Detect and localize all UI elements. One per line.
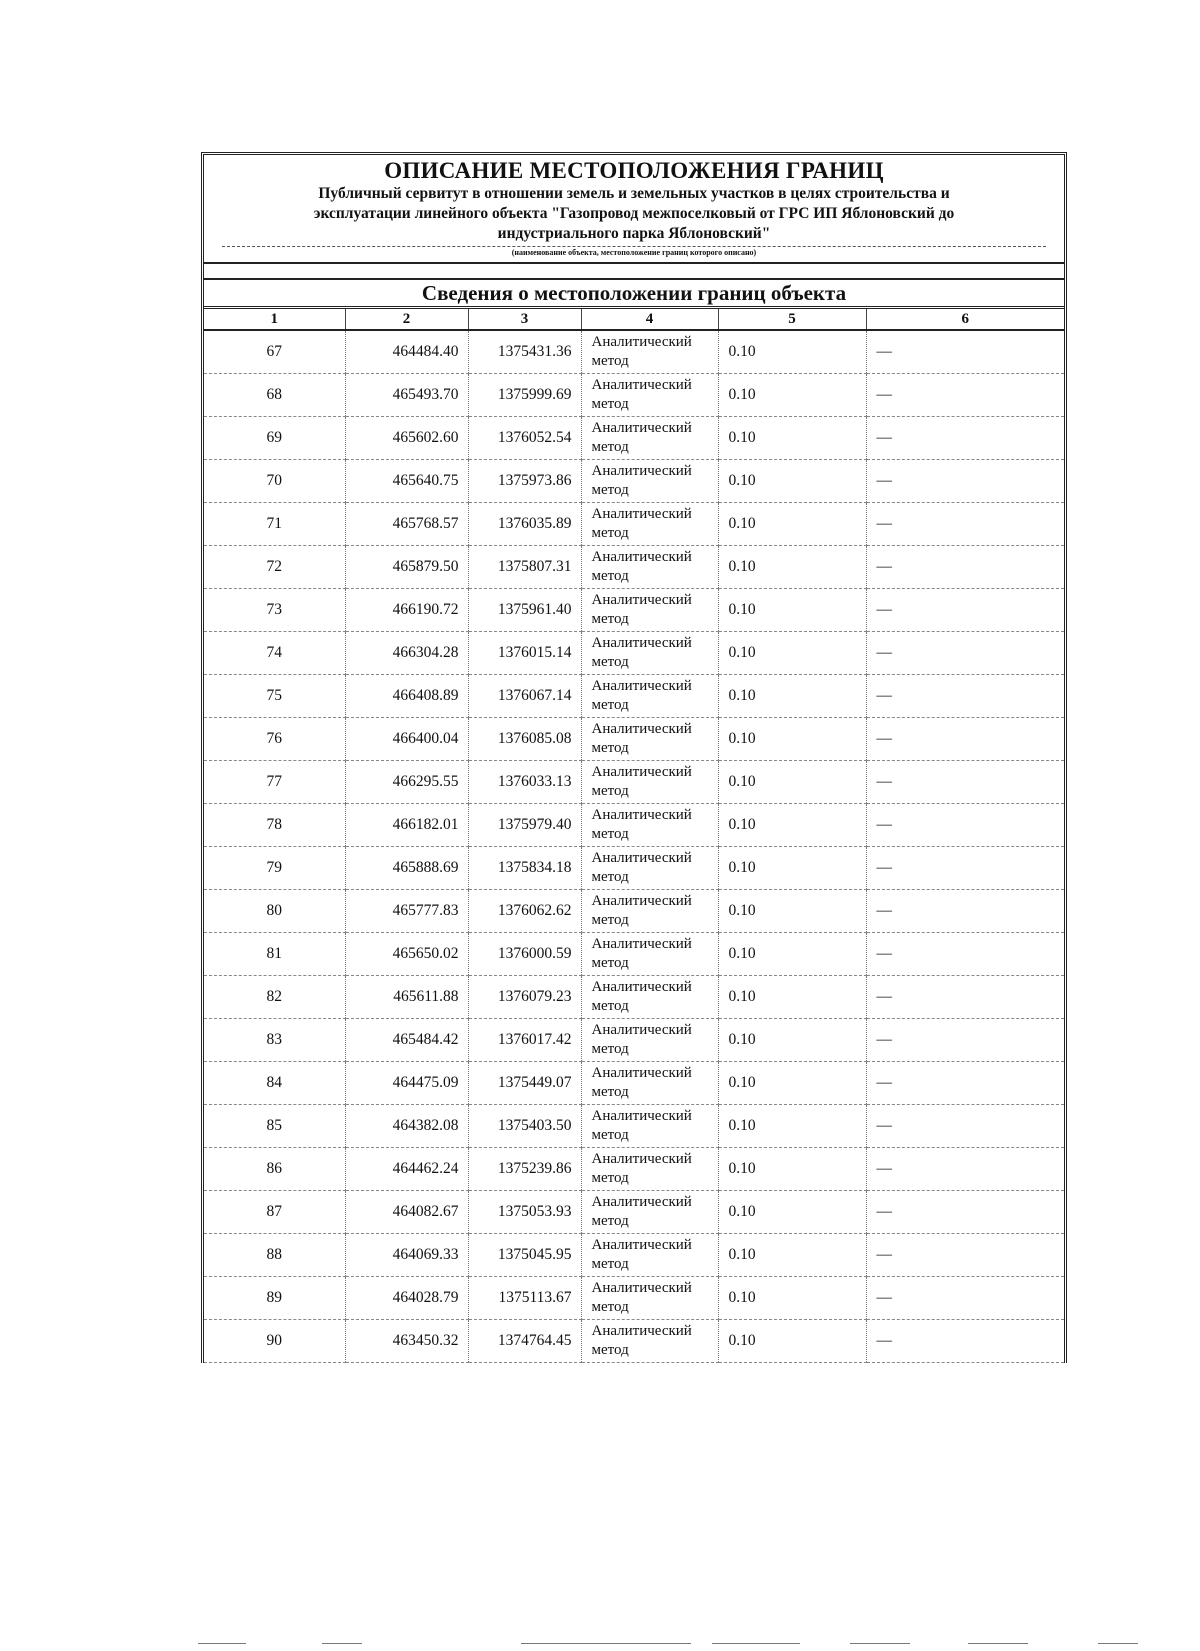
coordinate-y: 1375053.93 — [468, 1191, 581, 1234]
coordinate-x: 464069.33 — [345, 1234, 468, 1277]
coordinate-y: 1375431.36 — [468, 330, 581, 374]
subtitle-line: индустриального парка Яблоновский" — [497, 225, 771, 242]
coordinate-x: 466400.04 — [345, 718, 468, 761]
method-line: метод — [591, 396, 629, 412]
point-number: 79 — [204, 847, 345, 890]
method-cell — [581, 890, 718, 933]
method-cell — [581, 330, 718, 374]
scan-artifact — [322, 1643, 362, 1644]
coordinate-y: 1376079.23 — [468, 976, 581, 1019]
description-value: — — [866, 804, 1064, 847]
coordinate-y: 1375973.86 — [468, 460, 581, 503]
coordinate-y: 1376052.54 — [468, 417, 581, 460]
table-row — [204, 804, 1064, 847]
coordinate-y: 1375449.07 — [468, 1062, 581, 1105]
method-line: Аналитический — [591, 1194, 692, 1210]
coordinate-y: 1375961.40 — [468, 589, 581, 632]
table-row — [204, 589, 1064, 632]
table-row — [204, 933, 1064, 976]
accuracy-value: 0.10 — [718, 847, 866, 890]
method-line: Аналитический — [591, 635, 692, 651]
accuracy-value: 0.10 — [718, 976, 866, 1019]
method-line: метод — [591, 1213, 629, 1229]
point-number: 68 — [204, 374, 345, 417]
coordinate-x: 464028.79 — [345, 1277, 468, 1320]
point-number: 73 — [204, 589, 345, 632]
coordinate-x: 466295.55 — [345, 761, 468, 804]
scan-artifact — [968, 1643, 1028, 1644]
method-cell — [581, 1019, 718, 1062]
table-row — [204, 1234, 1064, 1277]
coordinate-y: 1375834.18 — [468, 847, 581, 890]
accuracy-value: 0.10 — [718, 546, 866, 589]
point-number: 69 — [204, 417, 345, 460]
method-line: метод — [591, 353, 629, 369]
method-line: метод — [591, 1342, 629, 1358]
scan-artifact — [198, 1643, 246, 1644]
column-header: 6 — [866, 309, 1064, 330]
description-value: — — [866, 460, 1064, 503]
description-value: — — [866, 1105, 1064, 1148]
method-line: метод — [591, 826, 629, 842]
point-number: 74 — [204, 632, 345, 675]
description-value: — — [866, 417, 1064, 460]
description-value: — — [866, 1191, 1064, 1234]
table-row — [204, 718, 1064, 761]
method-line: метод — [591, 998, 629, 1014]
coordinate-x: 465640.75 — [345, 460, 468, 503]
method-cell — [581, 847, 718, 890]
method-line: Аналитический — [591, 678, 692, 694]
method-line: Аналитический — [591, 807, 692, 823]
description-value: — — [866, 761, 1064, 804]
document-subtitle — [204, 184, 1064, 244]
method-line: Аналитический — [591, 506, 692, 522]
method-line: метод — [591, 568, 629, 584]
point-number: 72 — [204, 546, 345, 589]
table-header-row — [204, 309, 1064, 330]
description-value: — — [866, 1320, 1064, 1363]
method-cell — [581, 460, 718, 503]
accuracy-value: 0.10 — [718, 589, 866, 632]
description-value: — — [866, 374, 1064, 417]
coordinate-x: 464475.09 — [345, 1062, 468, 1105]
point-number: 77 — [204, 761, 345, 804]
table-row — [204, 374, 1064, 417]
accuracy-value: 0.10 — [718, 1320, 866, 1363]
coordinate-y: 1376085.08 — [468, 718, 581, 761]
method-line: Аналитический — [591, 1022, 692, 1038]
method-cell — [581, 1191, 718, 1234]
accuracy-value: 0.10 — [718, 1019, 866, 1062]
accuracy-value: 0.10 — [718, 675, 866, 718]
method-line: метод — [591, 611, 629, 627]
method-line: метод — [591, 697, 629, 713]
accuracy-value: 0.10 — [718, 374, 866, 417]
method-line: метод — [591, 1084, 629, 1100]
description-value: — — [866, 1062, 1064, 1105]
coordinate-y: 1375807.31 — [468, 546, 581, 589]
description-value: — — [866, 503, 1064, 546]
coordinate-x: 465602.60 — [345, 417, 468, 460]
method-cell — [581, 1277, 718, 1320]
point-number: 82 — [204, 976, 345, 1019]
scan-artifact — [1098, 1643, 1138, 1644]
description-value: — — [866, 718, 1064, 761]
coordinate-x: 463450.32 — [345, 1320, 468, 1363]
table-row — [204, 330, 1064, 374]
method-line: Аналитический — [591, 893, 692, 909]
coordinate-y: 1375999.69 — [468, 374, 581, 417]
column-header: 4 — [581, 309, 718, 330]
table-row — [204, 632, 1064, 675]
description-value: — — [866, 546, 1064, 589]
method-line: Аналитический — [591, 1065, 692, 1081]
table-row — [204, 761, 1064, 804]
coordinate-x: 465879.50 — [345, 546, 468, 589]
method-line: метод — [591, 1256, 629, 1272]
method-cell — [581, 546, 718, 589]
description-value: — — [866, 1019, 1064, 1062]
coordinate-y: 1376017.42 — [468, 1019, 581, 1062]
method-cell — [581, 417, 718, 460]
table-body — [204, 330, 1064, 1363]
method-cell — [581, 804, 718, 847]
point-number: 89 — [204, 1277, 345, 1320]
document-title: ОПИСАНИЕ МЕСТОПОЛОЖЕНИЯ ГРАНИЦ — [384, 158, 884, 183]
point-number: 80 — [204, 890, 345, 933]
column-header: 1 — [204, 309, 345, 330]
accuracy-value: 0.10 — [718, 460, 866, 503]
accuracy-value: 0.10 — [718, 417, 866, 460]
method-cell — [581, 1062, 718, 1105]
description-value: — — [866, 632, 1064, 675]
accuracy-value: 0.10 — [718, 933, 866, 976]
method-line: метод — [591, 439, 629, 455]
point-number: 85 — [204, 1105, 345, 1148]
description-value: — — [866, 847, 1064, 890]
coordinate-y: 1376062.62 — [468, 890, 581, 933]
coordinate-x: 465777.83 — [345, 890, 468, 933]
method-line: Аналитический — [591, 1108, 692, 1124]
coordinate-y: 1376067.14 — [468, 675, 581, 718]
accuracy-value: 0.10 — [718, 718, 866, 761]
point-number: 84 — [204, 1062, 345, 1105]
table-row — [204, 417, 1064, 460]
method-line: метод — [591, 912, 629, 928]
coordinate-x: 465888.69 — [345, 847, 468, 890]
coordinate-x: 464082.67 — [345, 1191, 468, 1234]
point-number: 67 — [204, 330, 345, 374]
coordinate-x: 465493.70 — [345, 374, 468, 417]
point-number: 90 — [204, 1320, 345, 1363]
method-cell — [581, 632, 718, 675]
accuracy-value: 0.10 — [718, 804, 866, 847]
table-row — [204, 675, 1064, 718]
coordinate-x: 465650.02 — [345, 933, 468, 976]
table-row — [204, 890, 1064, 933]
method-cell — [581, 718, 718, 761]
accuracy-value: 0.10 — [718, 1234, 866, 1277]
coordinate-x: 466182.01 — [345, 804, 468, 847]
table-row — [204, 1148, 1064, 1191]
accuracy-value: 0.10 — [718, 761, 866, 804]
method-line: метод — [591, 654, 629, 670]
table-row — [204, 847, 1064, 890]
description-value: — — [866, 1148, 1064, 1191]
column-header: 5 — [718, 309, 866, 330]
method-line: метод — [591, 783, 629, 799]
method-line: Аналитический — [591, 334, 692, 350]
method-cell — [581, 374, 718, 417]
description-value: — — [866, 890, 1064, 933]
column-header: 2 — [345, 309, 468, 330]
accuracy-value: 0.10 — [718, 1105, 866, 1148]
section-title: Сведения о местоположении границ объекта — [204, 278, 1064, 309]
method-line: Аналитический — [591, 979, 692, 995]
point-number: 81 — [204, 933, 345, 976]
scan-artifact — [521, 1643, 691, 1644]
method-line: метод — [591, 955, 629, 971]
accuracy-value: 0.10 — [718, 1191, 866, 1234]
coordinate-y: 1374764.45 — [468, 1320, 581, 1363]
accuracy-value: 0.10 — [718, 503, 866, 546]
point-number: 75 — [204, 675, 345, 718]
method-cell — [581, 1234, 718, 1277]
coordinate-x: 466408.89 — [345, 675, 468, 718]
table-row — [204, 503, 1064, 546]
method-line: Аналитический — [591, 721, 692, 737]
point-number: 83 — [204, 1019, 345, 1062]
method-line: метод — [591, 869, 629, 885]
coordinate-x: 465611.88 — [345, 976, 468, 1019]
method-line: метод — [591, 1041, 629, 1057]
coordinate-x: 465768.57 — [345, 503, 468, 546]
description-value: — — [866, 1277, 1064, 1320]
method-line: Аналитический — [591, 1151, 692, 1167]
method-line: метод — [591, 1127, 629, 1143]
document-frame — [201, 152, 1067, 1363]
scan-artifact — [850, 1643, 910, 1644]
accuracy-value: 0.10 — [718, 1148, 866, 1191]
subtitle-line: Публичный сервитут в отношении земель и земельных участков в целях строительства и — [318, 185, 950, 202]
method-line: Аналитический — [591, 463, 692, 479]
subtitle-note: (наименование объекта, местоположение границ которого описано) — [511, 248, 757, 257]
table-row — [204, 1105, 1064, 1148]
method-cell — [581, 761, 718, 804]
coordinate-y: 1376035.89 — [468, 503, 581, 546]
method-line: Аналитический — [591, 1237, 692, 1253]
accuracy-value: 0.10 — [718, 890, 866, 933]
coordinate-x: 464462.24 — [345, 1148, 468, 1191]
point-number: 86 — [204, 1148, 345, 1191]
method-line: метод — [591, 482, 629, 498]
coordinate-x: 466304.28 — [345, 632, 468, 675]
coordinate-y: 1376000.59 — [468, 933, 581, 976]
column-header: 3 — [468, 309, 581, 330]
point-number: 87 — [204, 1191, 345, 1234]
table-row — [204, 976, 1064, 1019]
method-cell — [581, 675, 718, 718]
table-row — [204, 1062, 1064, 1105]
method-cell — [581, 976, 718, 1019]
method-line: Аналитический — [591, 1323, 692, 1339]
method-cell — [581, 589, 718, 632]
coordinate-y: 1375979.40 — [468, 804, 581, 847]
method-line: метод — [591, 1170, 629, 1186]
subtitle-line: эксплуатации линейного объекта "Газопровод межпоселковый от ГРС ИП Яблоновский до — [313, 205, 955, 222]
method-cell — [581, 933, 718, 976]
description-value: — — [866, 330, 1064, 374]
coordinate-y: 1376015.14 — [468, 632, 581, 675]
point-number: 88 — [204, 1234, 345, 1277]
method-line: Аналитический — [591, 592, 692, 608]
coordinate-x: 466190.72 — [345, 589, 468, 632]
table-row — [204, 1320, 1064, 1363]
method-line: Аналитический — [591, 377, 692, 393]
coordinate-y: 1375113.67 — [468, 1277, 581, 1320]
point-number: 70 — [204, 460, 345, 503]
method-line: метод — [591, 1299, 629, 1315]
method-line: Аналитический — [591, 549, 692, 565]
table-row — [204, 460, 1064, 503]
method-cell — [581, 1105, 718, 1148]
scan-artifact — [712, 1643, 800, 1644]
coordinate-x: 464382.08 — [345, 1105, 468, 1148]
coordinate-x: 464484.40 — [345, 330, 468, 374]
method-line: Аналитический — [591, 850, 692, 866]
description-value: — — [866, 933, 1064, 976]
point-number: 71 — [204, 503, 345, 546]
method-line: Аналитический — [591, 936, 692, 952]
method-cell — [581, 1148, 718, 1191]
point-number: 76 — [204, 718, 345, 761]
coordinate-y: 1375239.86 — [468, 1148, 581, 1191]
coordinate-y: 1375045.95 — [468, 1234, 581, 1277]
accuracy-value: 0.10 — [718, 1277, 866, 1320]
description-value: — — [866, 976, 1064, 1019]
method-cell — [581, 1320, 718, 1363]
table-row — [204, 546, 1064, 589]
table-row — [204, 1019, 1064, 1062]
point-number: 78 — [204, 804, 345, 847]
method-line: Аналитический — [591, 764, 692, 780]
coordinate-y: 1376033.13 — [468, 761, 581, 804]
accuracy-value: 0.10 — [718, 1062, 866, 1105]
document-header — [204, 155, 1064, 264]
method-line: Аналитический — [591, 1280, 692, 1296]
description-value: — — [866, 589, 1064, 632]
description-value: — — [866, 1234, 1064, 1277]
coordinates-table — [204, 309, 1064, 1363]
method-cell — [581, 503, 718, 546]
method-line: Аналитический — [591, 420, 692, 436]
method-line: метод — [591, 740, 629, 756]
accuracy-value: 0.10 — [718, 632, 866, 675]
method-line: метод — [591, 525, 629, 541]
coordinate-y: 1375403.50 — [468, 1105, 581, 1148]
description-value: — — [866, 675, 1064, 718]
accuracy-value: 0.10 — [718, 330, 866, 374]
table-row — [204, 1191, 1064, 1234]
coordinate-x: 465484.42 — [345, 1019, 468, 1062]
table-row — [204, 1277, 1064, 1320]
